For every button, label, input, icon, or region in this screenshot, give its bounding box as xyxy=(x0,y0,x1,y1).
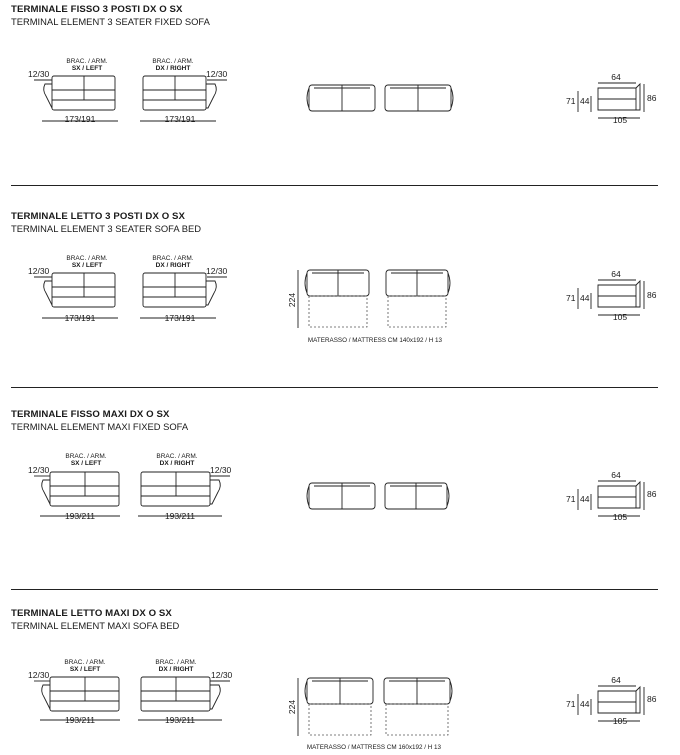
mattress-spec: MATERASSO / MATTRESS CM 140x192 / H 13 xyxy=(307,337,443,344)
section-title: TERMINALE FISSO 3 POSTI DX O SX xyxy=(11,4,183,15)
side-mid-height: 71 xyxy=(566,96,576,106)
arm-label-top: BRAC. / ARM. xyxy=(66,58,108,65)
arm-label-bottom: SX / LEFT xyxy=(71,262,103,269)
bed-depth: 224 xyxy=(287,699,297,715)
top-view-bed-left xyxy=(305,270,369,327)
side-width: 105 xyxy=(612,312,628,322)
side-depth: 64 xyxy=(611,269,621,279)
arm-dimension: 12/30 xyxy=(28,266,50,276)
side-width: 105 xyxy=(612,512,628,522)
side-view xyxy=(566,470,657,522)
side-depth: 64 xyxy=(611,72,621,82)
front-view-left-arm xyxy=(28,255,118,323)
front-view-right-arm xyxy=(140,58,228,124)
arm-label-bottom: SX / LEFT xyxy=(69,666,101,673)
arm-label-top: BRAC. / ARM. xyxy=(156,453,198,460)
side-total-height: 86 xyxy=(647,694,657,704)
side-total-height: 86 xyxy=(647,290,657,300)
side-mid-height: 71 xyxy=(566,699,576,709)
section-fixed-3-seater xyxy=(0,0,680,190)
arm-label-top: BRAC. / ARM. xyxy=(66,255,108,262)
width-dimension: 173/191 xyxy=(64,114,96,124)
width-dimension: 173/191 xyxy=(64,313,96,323)
top-view-right xyxy=(385,85,453,111)
arm-dimension: 12/30 xyxy=(206,266,228,276)
top-view-bed-left xyxy=(305,678,373,735)
section-subtitle: TERMINAL ELEMENT MAXI SOFA BED xyxy=(11,620,180,631)
front-view-left-arm xyxy=(28,58,118,124)
section-fixed-maxi xyxy=(0,388,680,590)
side-depth: 64 xyxy=(611,675,621,685)
arm-label-top: BRAC. / ARM. xyxy=(152,58,194,65)
arm-label-top: BRAC. / ARM. xyxy=(152,255,194,262)
side-seat-height: 44 xyxy=(580,699,590,709)
width-dimension: 193/211 xyxy=(164,715,196,725)
side-seat-height: 44 xyxy=(580,293,590,303)
side-width: 105 xyxy=(612,115,628,125)
bed-depth-dimension xyxy=(287,270,298,328)
arm-dimension: 12/30 xyxy=(206,69,228,79)
arm-dimension: 12/30 xyxy=(28,69,50,79)
section-sofa-bed-maxi xyxy=(0,590,680,755)
sofa-drawings xyxy=(0,388,680,590)
arm-label-bottom: DX / RIGHT xyxy=(158,666,194,673)
bed-depth-dimension xyxy=(287,678,298,736)
side-seat-height: 44 xyxy=(580,96,590,106)
width-dimension: 193/211 xyxy=(164,511,196,521)
section-subtitle: TERMINAL ELEMENT 3 SEATER FIXED SOFA xyxy=(11,16,210,27)
sofa-drawings xyxy=(0,0,680,190)
arm-label-bottom: SX / LEFT xyxy=(70,460,102,467)
front-view-right-arm xyxy=(138,659,233,725)
width-dimension: 173/191 xyxy=(164,114,196,124)
sofa-drawings xyxy=(0,590,680,755)
side-view xyxy=(566,675,657,726)
front-view-left-arm xyxy=(28,453,120,521)
top-view-bed-right xyxy=(386,270,450,327)
width-dimension: 193/211 xyxy=(64,511,96,521)
section-subtitle: TERMINAL ELEMENT 3 SEATER SOFA BED xyxy=(11,223,201,234)
top-view-left xyxy=(307,85,375,111)
arm-dimension: 12/30 xyxy=(210,465,232,475)
arm-label-bottom: DX / RIGHT xyxy=(155,65,191,72)
section-title: TERMINALE FISSO MAXI DX O SX xyxy=(11,409,170,420)
width-dimension: 173/191 xyxy=(164,313,196,323)
arm-dimension: 12/30 xyxy=(211,670,233,680)
front-view-right-arm xyxy=(138,453,232,521)
side-mid-height: 71 xyxy=(566,293,576,303)
arm-label-bottom: DX / RIGHT xyxy=(155,262,191,269)
front-view-left-arm xyxy=(28,659,120,725)
width-dimension: 193/211 xyxy=(64,715,96,725)
front-view-right-arm xyxy=(140,255,228,323)
arm-dimension: 12/30 xyxy=(28,670,50,680)
side-width: 105 xyxy=(612,716,628,726)
arm-label-top: BRAC. / ARM. xyxy=(155,659,197,666)
arm-dimension: 12/30 xyxy=(28,465,50,475)
top-view-right xyxy=(385,483,449,509)
arm-label-bottom: SX / LEFT xyxy=(71,65,103,72)
top-view-bed-right xyxy=(384,678,452,735)
arm-label-top: BRAC. / ARM. xyxy=(65,453,107,460)
arm-label-top: BRAC. / ARM. xyxy=(64,659,106,666)
section-title: TERMINALE LETTO 3 POSTI DX O SX xyxy=(11,211,186,222)
top-view-left xyxy=(307,483,375,509)
section-divider xyxy=(11,185,658,186)
mattress-spec: MATERASSO / MATTRESS CM 160x192 / H 13 xyxy=(306,744,442,751)
arm-label-bottom: DX / RIGHT xyxy=(159,460,195,467)
section-title: TERMINALE LETTO MAXI DX O SX xyxy=(11,608,172,619)
side-total-height: 86 xyxy=(647,93,657,103)
side-mid-height: 71 xyxy=(566,494,576,504)
section-sofa-bed-3-seater xyxy=(0,190,680,388)
side-total-height: 86 xyxy=(647,489,657,499)
side-depth: 64 xyxy=(611,470,621,480)
sofa-drawings xyxy=(0,190,680,388)
side-view xyxy=(566,269,657,322)
section-subtitle: TERMINAL ELEMENT MAXI FIXED SOFA xyxy=(11,421,189,432)
bed-depth: 224 xyxy=(287,292,297,308)
side-seat-height: 44 xyxy=(580,494,590,504)
side-view xyxy=(566,72,657,125)
